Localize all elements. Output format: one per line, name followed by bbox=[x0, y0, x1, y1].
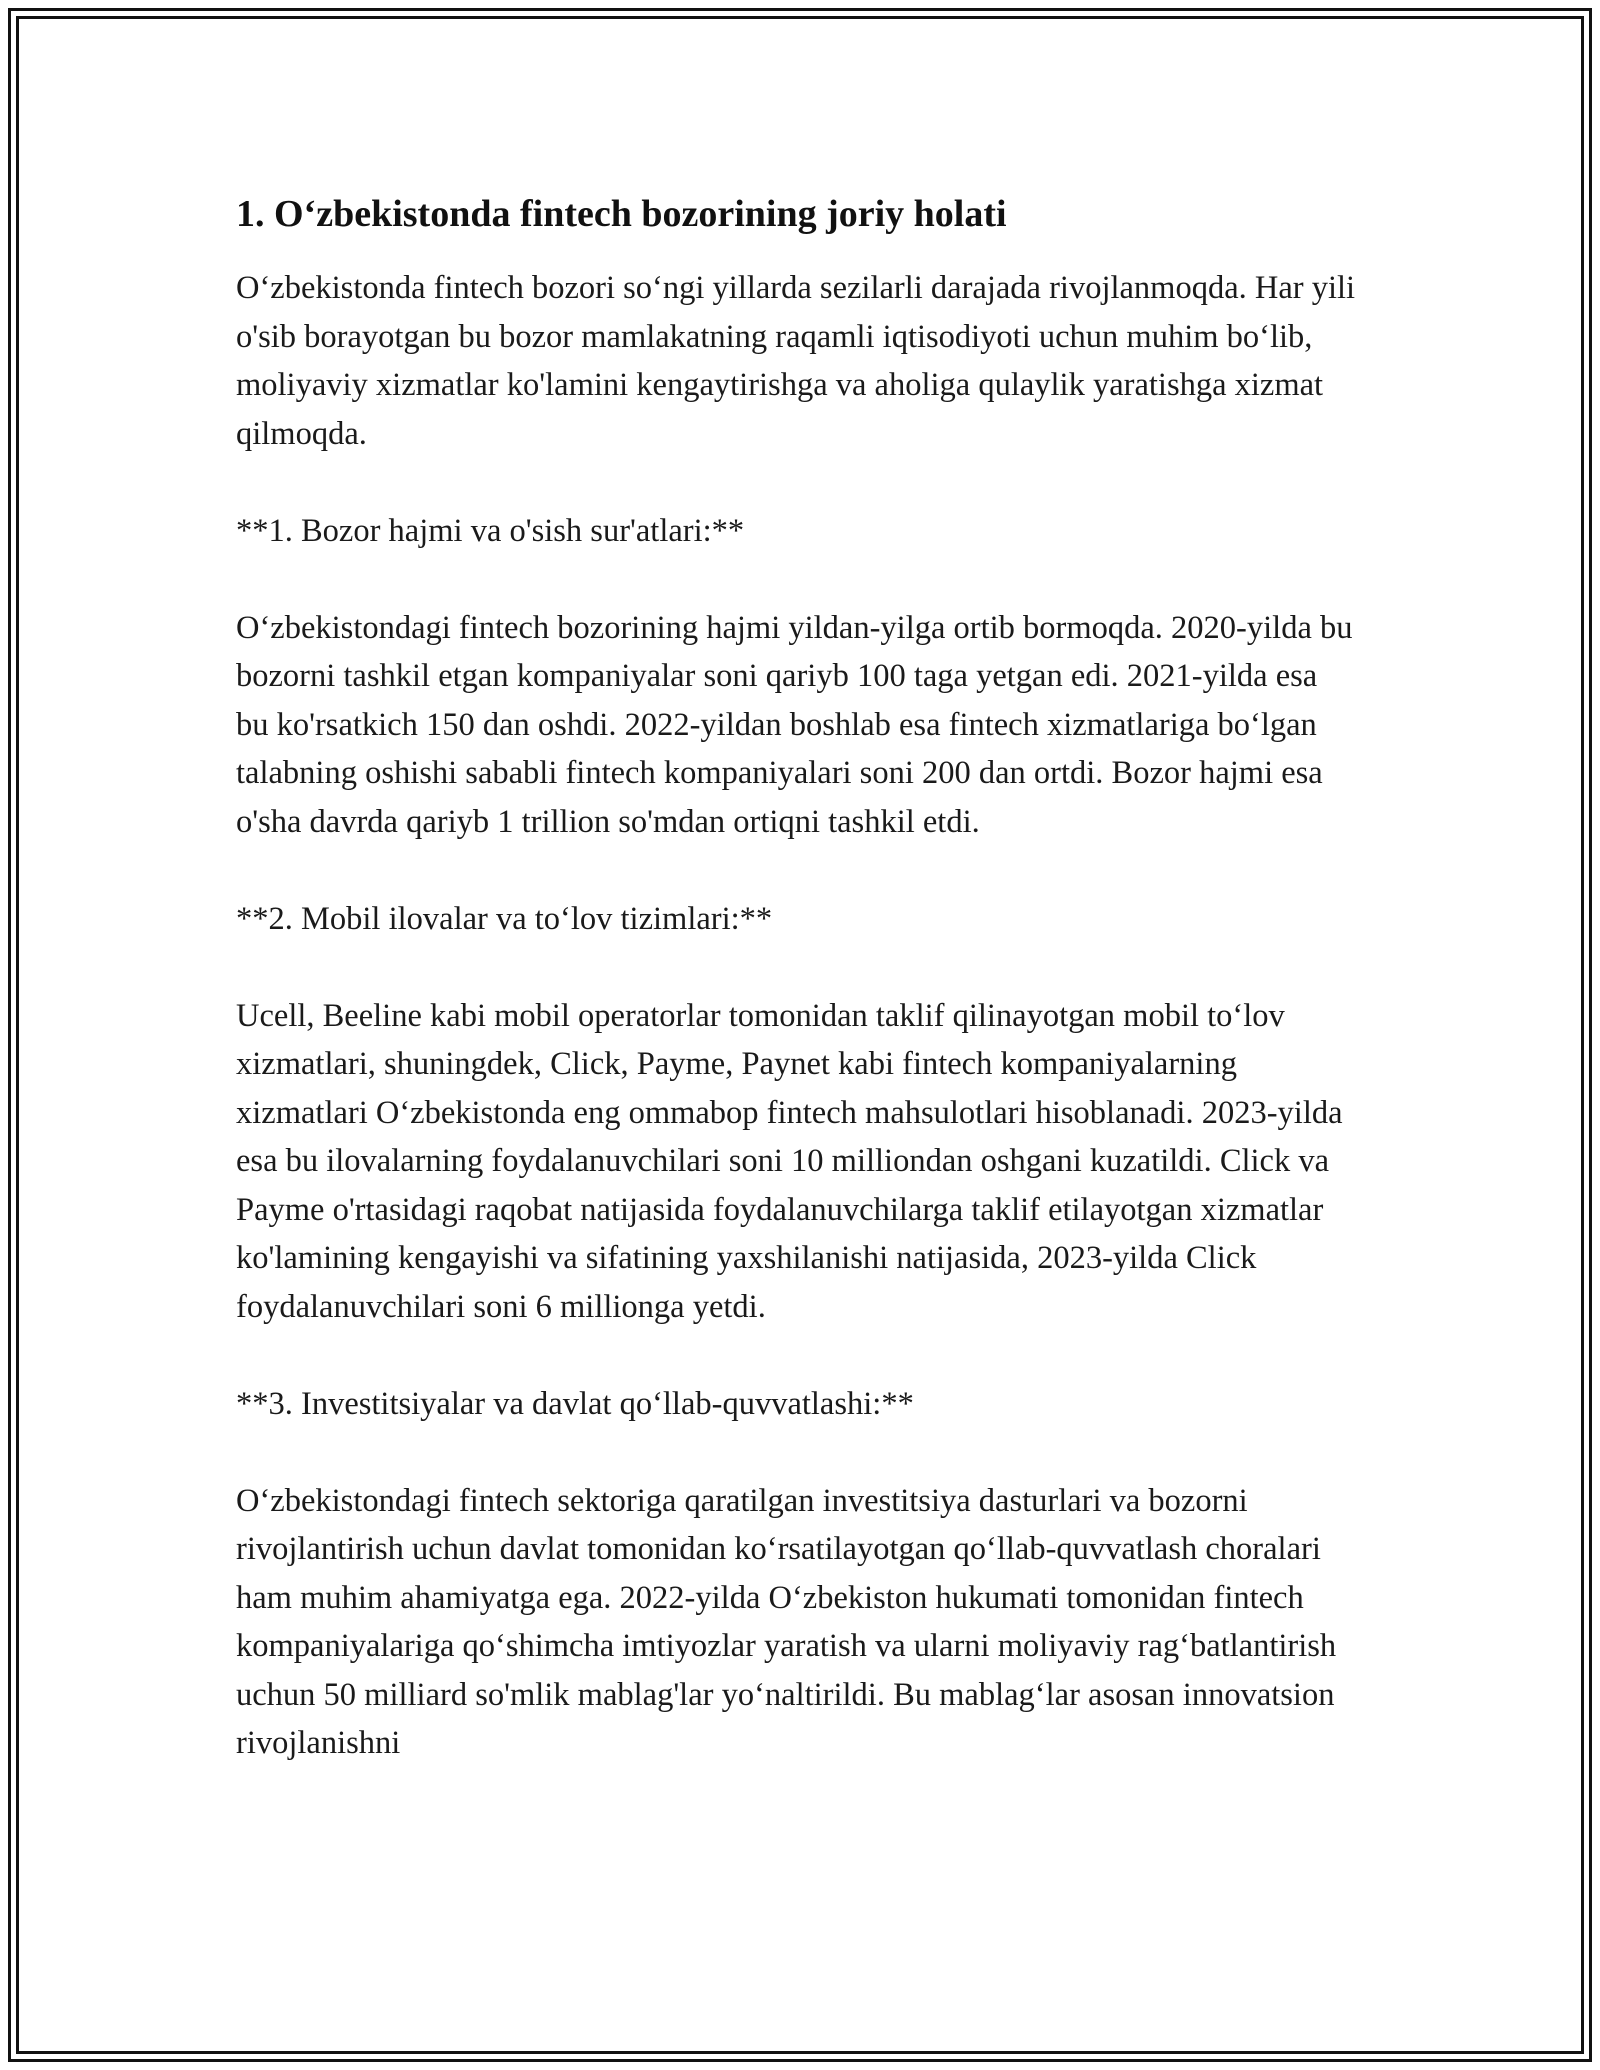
document-title: 1. O‘zbekistonda fintech bozorining joriy holati bbox=[236, 193, 1007, 235]
paragraph-spacer bbox=[236, 943, 1356, 992]
paragraph-spacer bbox=[236, 1428, 1356, 1477]
section-heading-investments: **3. Investitsiyalar va davlat qo‘llab-quvvatlashi:** bbox=[236, 1385, 914, 1422]
document-body bbox=[236, 190, 1364, 1768]
section-heading-mobile-payments: **2. Mobil ilovalar va to‘lov tizimlari:** bbox=[236, 900, 773, 937]
paragraph-spacer bbox=[236, 1331, 1356, 1380]
paragraph-spacer bbox=[236, 458, 1356, 507]
paragraph-spacer bbox=[236, 555, 1356, 604]
paragraph-intro: O‘zbekistonda fintech bozori so‘ngi yillarda sezilarli darajada rivojlanmoqda. Har yili o'sib borayotgan bu bozor mamlakatning raqamli iqtisodiyoti uchun muhim bo‘lib, moliyaviy xizmatlar ko'lamini kengaytirishga va aholiga qulaylik yaratishga xizmat qilmoqda. bbox=[236, 270, 1364, 452]
paragraph-market-size: O‘zbekistondagi fintech bozorining hajmi yildan-yilga ortib bormoqda. 2020-yilda bu bozorni tashkil etgan kompaniyalar soni qariyb 100 taga yetgan edi. 2021-yilda esa bu ko'rsatkich 150 dan oshdi. 2022-yildan boshlab esa fintech xizmatlariga bo‘lgan talabning oshishi sababli fintech kompaniyalari soni 200 dan ortdi. Bozor hajmi esa o'sha davrda qariyb 1 trillion so'mdan ortiqni tashkil etdi. bbox=[236, 609, 1361, 840]
paragraph-spacer bbox=[236, 846, 1356, 895]
paragraph-mobile-payments: Ucell, Beeline kabi mobil operatorlar tomonidan taklif qilinayotgan mobil to‘lov xizmatlari, shuningdek, Click, Payme, Paynet kabi fintech kompaniyalarning xizmatlari O‘zbekistonda eng ommabop fintech mahsulotlari hisoblanadi. 2023-yilda esa bu ilovalarning foydalanuvchilari soni 10 milliondan oshgani kuzatildi. Click va Payme o'rtasidagi raqobat natijasida foydalanuvchilarga taklif etilayotgan xizmatlar ko'lamining kengayishi va sifatining yaxshilanishi natijasida, 2023-yilda Click foydalanuvchilari soni 6 millionga yetdi. bbox=[236, 997, 1351, 1325]
section-heading-market-size: **1. Bozor hajmi va o'sish sur'atlari:** bbox=[236, 512, 745, 549]
paragraph-investments: O‘zbekistondagi fintech sektoriga qaratilgan investitsiya dasturlari va bozorni rivojlantirish uchun davlat tomonidan ko‘rsatilayotgan qo‘llab-quvvatlash choralari ham muhim ahamiyatga ega. 2022-yilda O‘zbekiston hukumati tomonidan fintech kompaniyalariga qo‘shimcha imtiyozlar yaratish va ularni moliyaviy rag‘batlantirish uchun 50 milliard so'mlik mablag'lar yo‘naltirildi. Bu mablag‘lar asosan innovatsion rivojlanishni bbox=[236, 1482, 1345, 1761]
